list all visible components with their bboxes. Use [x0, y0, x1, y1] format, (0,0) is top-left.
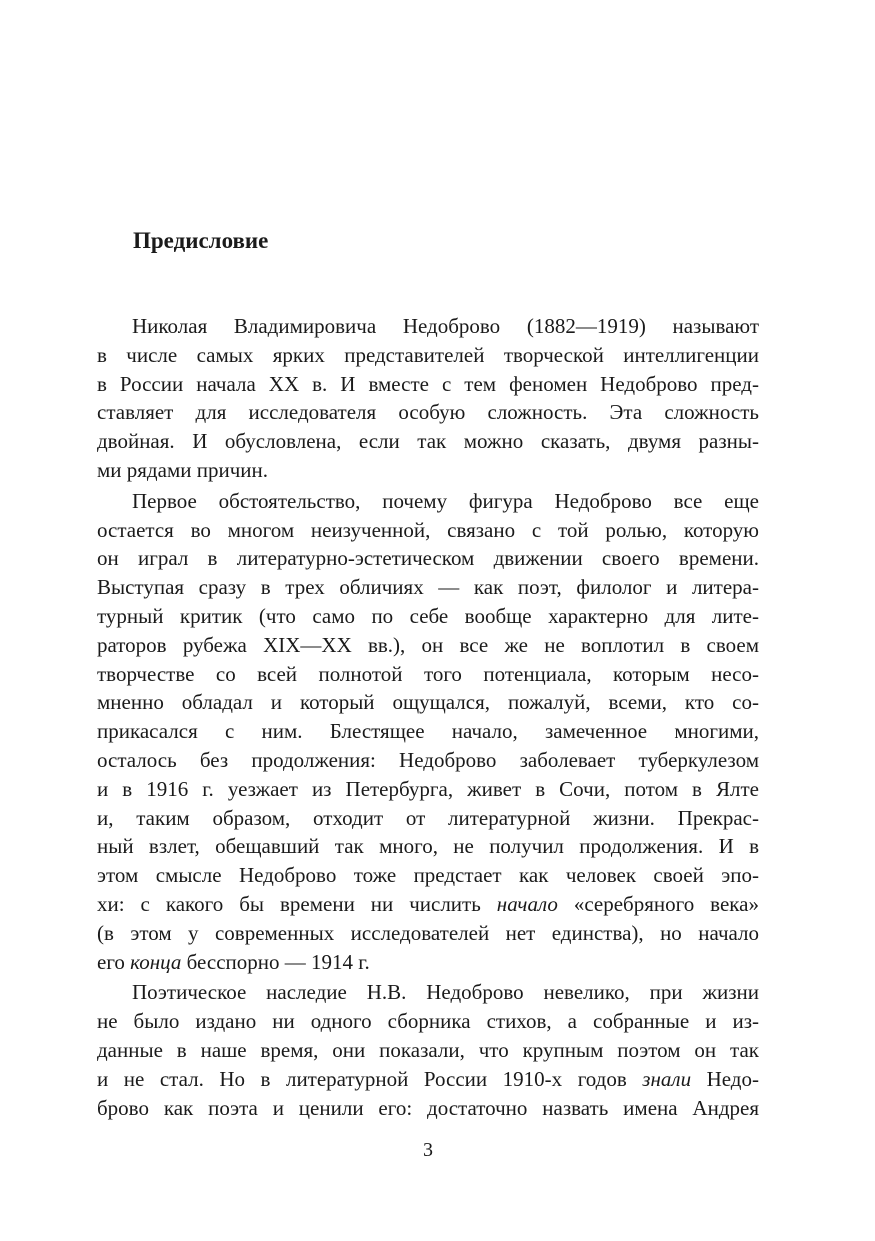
text-line: в числе самых ярких представителей творческой интеллигенции — [97, 342, 759, 367]
paragraph-1 — [97, 312, 759, 485]
body-text — [97, 312, 759, 1124]
text-line: остается во многом неизученной, связано с той ролью, которую — [97, 517, 759, 542]
text-line: и не стал. Но в литературной России 1910-х годов знали Недо- — [97, 1066, 759, 1091]
text-line: в России начала XX в. И вместе с тем феномен Недоброво пред- — [97, 371, 759, 396]
text-line: и в 1916 г. уезжает из Петербурга, живет в Сочи, потом в Ялте — [97, 776, 759, 801]
text-line: творчестве со всей полнотой того потенциала, которым несо- — [97, 661, 759, 686]
italic-term: знали — [642, 1066, 692, 1091]
page-number: 3 — [423, 1139, 433, 1161]
text-line: осталось без продолжения: Недоброво заболевает туберкулезом — [97, 747, 759, 772]
text-line: прикасался с ним. Блестящее начало, замеченное многими, — [97, 719, 759, 744]
text-line: Первое обстоятельство, почему фигура Недоброво все еще — [132, 488, 759, 513]
text-line: этом смысле Недоброво тоже предстает как человек своей эпо- — [97, 863, 759, 888]
text-line: Выступая сразу в трех обличиях — как поэт, филолог и литера- — [97, 575, 759, 600]
text-line: брово как поэта и ценили его: достаточно назвать имена Андрея — [97, 1095, 759, 1120]
paragraph-3 — [97, 978, 759, 1122]
text-line: данные в наше время, они показали, что крупным поэтом он так — [97, 1037, 759, 1062]
text-line: двойная. И обусловлена, если так можно сказать, двумя разны- — [97, 429, 759, 454]
text-line: не было издано ни одного сборника стихов, а собранные и из- — [97, 1009, 759, 1034]
chapter-heading: Предисловие — [133, 228, 269, 253]
text-line: Николая Владимировича Недоброво (1882—1919) называют — [132, 314, 759, 338]
text-line: мненно обладал и который ощущался, пожалуй, всеми, кто со- — [97, 690, 759, 715]
text-line: турный критик (что само по себе вообще характерно для лите- — [97, 603, 759, 628]
text-line: ный взлет, обещавший так много, не получил продолжения. И в — [97, 834, 759, 859]
text-line: ставляет для исследователя особую сложность. Эта сложность — [97, 400, 759, 425]
text-line: (в этом у современных исследователей нет единства), но начало — [97, 920, 759, 945]
text-line: он играл в литературно-эстетическом движении своего времени. — [97, 546, 759, 571]
paragraph-2 — [97, 487, 759, 977]
italic-term: конца — [130, 949, 182, 974]
text-line: и, таким образом, отходит от литературной жизни. Прекрас- — [97, 805, 759, 830]
text-line: ми рядами причин. — [97, 457, 268, 482]
italic-term: начало — [496, 891, 558, 916]
text-line: хи: с какого бы времени ни числить начало «серебряного века» — [97, 891, 759, 916]
text-line: Поэтическое наследие Н.В. Недоброво невелико, при жизни — [132, 980, 759, 1005]
text-line: раторов рубежа XIX—XX вв.), он все же не воплотил в своем — [97, 632, 759, 657]
text-line: его конца бесспорно — 1914 г. — [97, 949, 370, 974]
